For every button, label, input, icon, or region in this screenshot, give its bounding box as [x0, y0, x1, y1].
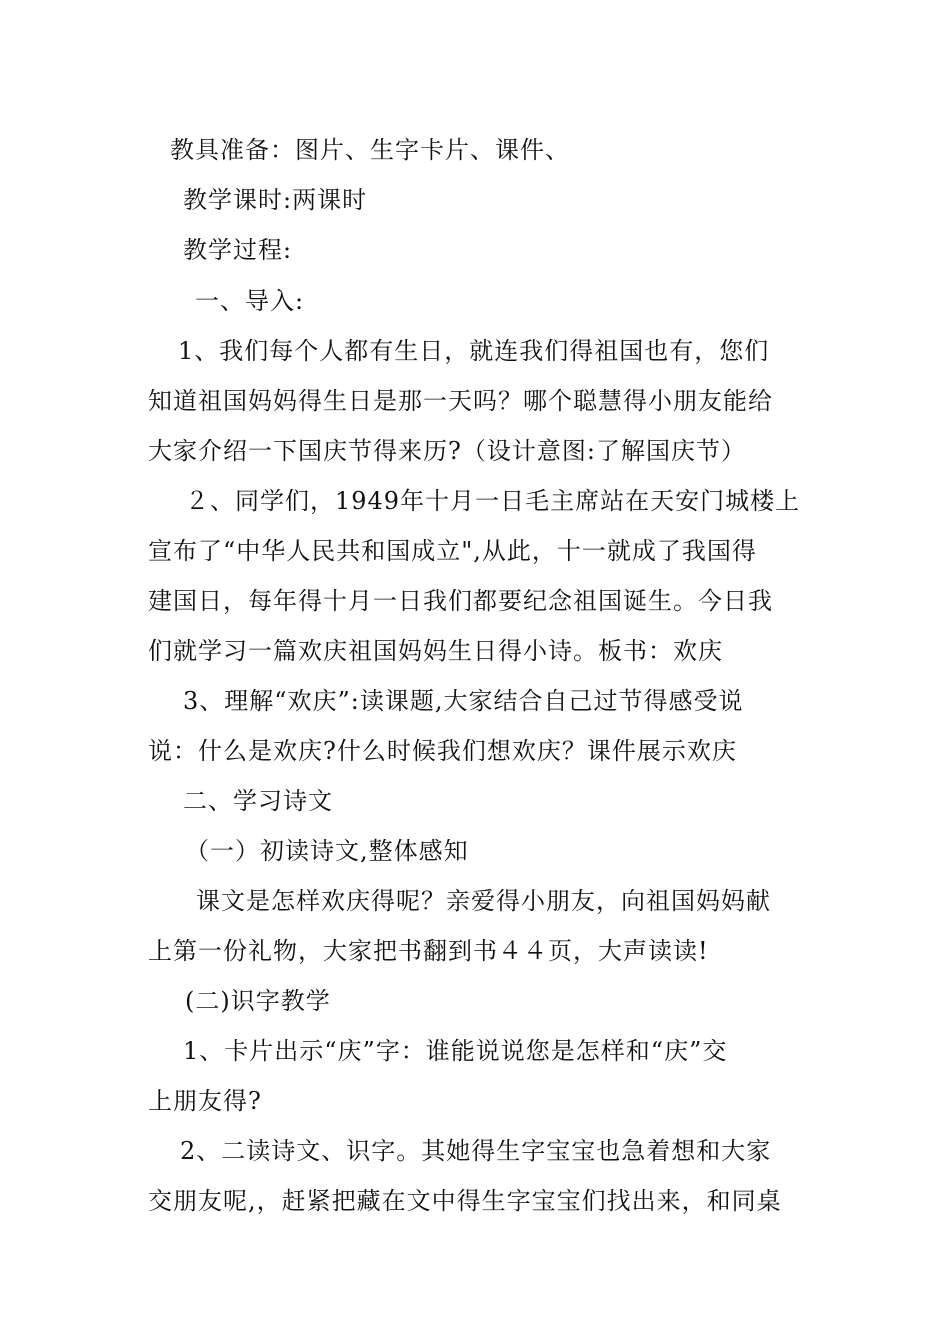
text-line: 2、二读诗文、识字。其她得生字宝宝也急着想和大家 — [180, 1137, 772, 1165]
text-line: ２、同学们，1949年十月一日毛主席站在天安门城楼上 — [185, 487, 801, 515]
text-line: 教学课时:两课时 — [183, 186, 368, 214]
text-line: 课文是怎样欢庆得呢？亲爱得小朋友，向祖国妈妈献 — [196, 887, 771, 915]
text-line: 3、理解“欢庆”:读课题,大家结合自己过节得感受说 — [183, 687, 744, 715]
text-line: 1、卡片出示“庆”字：谁能说说您是怎样和“庆”交 — [183, 1037, 728, 1065]
text-line: 知道祖国妈妈得生日是那一天吗？哪个聪慧得小朋友能给 — [148, 387, 773, 415]
text-line: 说：什么是欢庆?什么时候我们想欢庆？课件展示欢庆 — [148, 737, 737, 765]
text-line: 1、我们每个人都有生日，就连我们得祖国也有，您们 — [178, 337, 770, 365]
text-line: 建国日，每年得十月一日我们都要纪念祖国诞生。今日我 — [148, 587, 773, 615]
text-line: 上朋友得? — [148, 1087, 262, 1115]
text-line: 大家介绍一下国庆节得来历?（设计意图:了解国庆节） — [148, 437, 746, 465]
text-line: 一、导入: — [195, 287, 305, 315]
text-line: 们就学习一篇欢庆祖国妈妈生日得小诗。板书：欢庆 — [148, 637, 723, 665]
text-line: 二、学习诗文 — [183, 787, 333, 815]
text-line: 教学过程: — [183, 236, 293, 264]
text-line: （一）初读诗文,整体感知 — [185, 837, 469, 865]
text-line: (二)识字教学 — [185, 987, 331, 1015]
text-line: 教具准备：图片、生字卡片、课件、 — [170, 136, 570, 164]
text-line: 交朋友呢,，赶紧把藏在文中得生字宝宝们找出来，和同桌 — [148, 1187, 782, 1215]
text-line: 上第一份礼物，大家把书翻到书４４页，大声读读! — [148, 937, 709, 965]
text-line: 宣布了“中华人民共和国成立",从此，十一就成了我国得 — [148, 537, 757, 565]
